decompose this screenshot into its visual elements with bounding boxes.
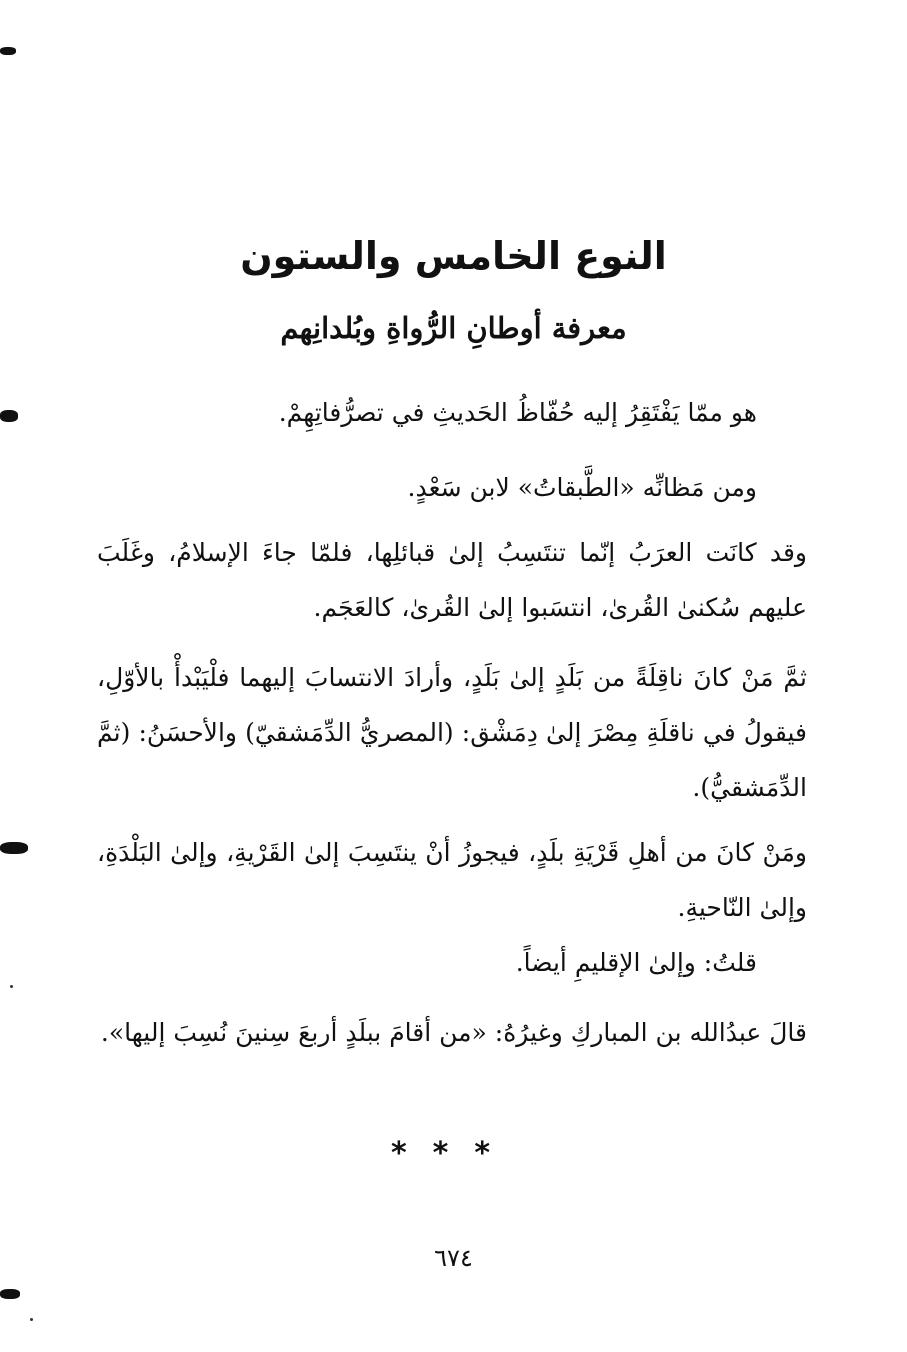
page-number: ٦٧٤ <box>434 1244 473 1272</box>
section-separator: *** <box>390 1136 517 1171</box>
paragraph: ثمَّ مَنْ كانَ ناقِلَةً من بَلَدٍ إلىٰ بَلَدٍ، وأرادَ الانتسابَ إليهما فلْيَبْدأْ بالأوّلِ، فيقولُ في ناقلَةِ مِصْرَ إلىٰ دِمَشْق: (المصريُّ الدِّمَشقيّ) والأحسَنُ: (ثمَّ الدِّمَشقيُّ). <box>97 663 807 802</box>
chapter-subtitle: معرفة أوطانِ الرُّواةِ وبُلدانِهم <box>280 311 627 345</box>
scan-artifact <box>0 47 16 55</box>
paragraph: ومَنْ كانَ من أهلِ قَرْيَةِ بلَدٍ، فيجوزُ أنْ ينتَسِبَ إلىٰ القَرْيةِ، وإلىٰ البَلْدَةِ، وإلىٰ النّاحيةِ. <box>97 838 807 922</box>
paragraph: ومن مَظانِّه «الطَّبقاتُ» لابن سَعْدٍ. <box>407 473 757 502</box>
scan-artifact <box>0 410 18 422</box>
scan-speck <box>10 985 13 988</box>
chapter-title: النوع الخامس والستون <box>240 234 667 278</box>
paragraph: قالَ عبدُالله بن المباركِ وغيرُهُ: «من أقامَ ببلَدٍ أربعَ سِنينَ نُسِبَ إليها». <box>100 1018 807 1047</box>
scan-speck <box>30 1318 33 1321</box>
paragraph: قلتُ: وإلىٰ الإقليمِ أيضاً. <box>515 948 757 977</box>
scan-artifact <box>0 842 28 854</box>
paragraph: هو ممّا يَفْتَقِرُ إليه حُفّاظُ الحَديثِ في تصرُّفاتِهِمْ. <box>278 398 757 427</box>
paragraph: وقد كانَت العرَبُ إنّما تنتَسِبُ إلىٰ قبائلِها، فلمّا جاءَ الإسلامُ، وغَلَبَ عليهم سُكنىٰ القُرىٰ، انتسَبوا إلىٰ القُرىٰ، كالعَجَم. <box>97 538 807 622</box>
scan-artifact <box>0 1289 20 1299</box>
